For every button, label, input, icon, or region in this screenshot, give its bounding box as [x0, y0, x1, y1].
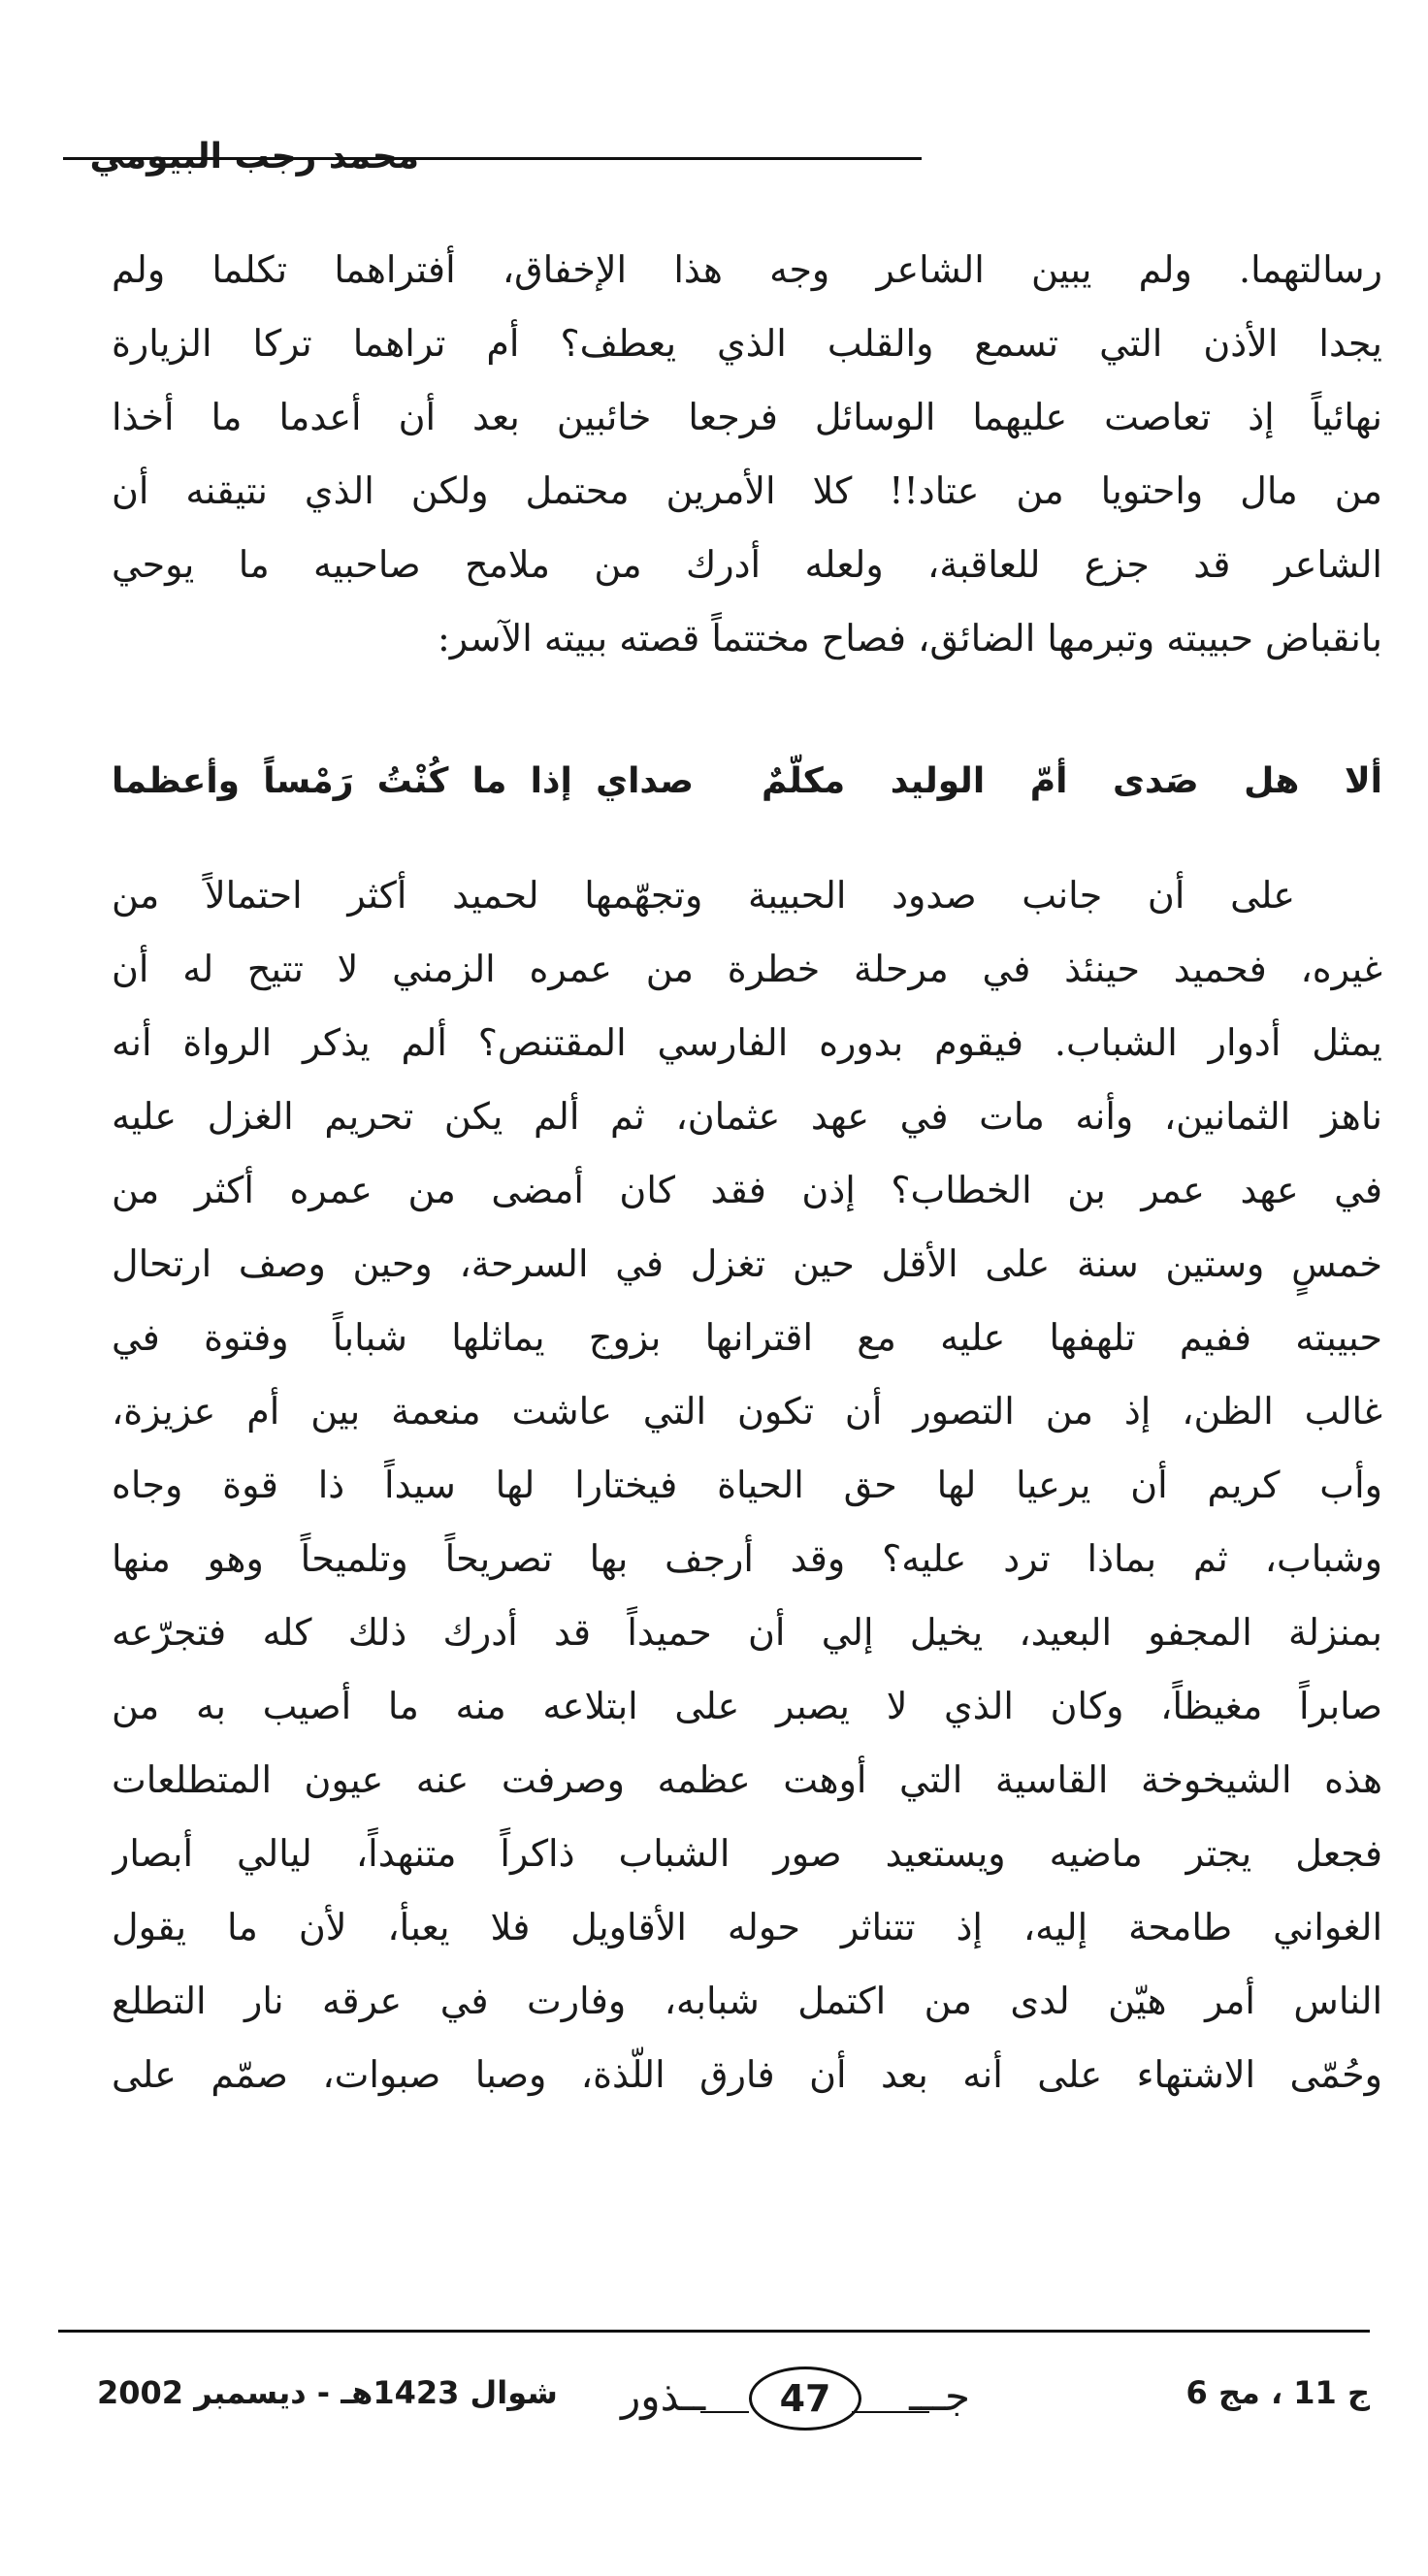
footer-issue: ج 11 ، مج 6 [1185, 2374, 1370, 2411]
text-line: وشباب، ثم بماذا ترد عليه؟ وقد أرجف بها تصريحاً وتلميحاً وهو منها [112, 1537, 1382, 1580]
text-line: يجدا الأذن التي تسمع والقلب الذي يعطف؟ أم تراهما تركا الزيارة [112, 322, 1382, 365]
page-number: 47 [779, 2377, 831, 2420]
text-line: من مال واحتويا من عتاد!! كلا الأمرين محتمل ولكن الذي نتيقنه أن [112, 469, 1382, 512]
text-line: الناس أمر هيّن لدى من اكتمل شبابه، وفارت في عرقه نار التطلع [112, 1980, 1382, 2022]
footer-date: شوال 1423هـ - ديسمبر 2002 [97, 2374, 558, 2411]
running-header [0, 128, 1428, 186]
page-footer [58, 2357, 1370, 2454]
text-line: يمثل أدوار الشباب. فيقوم بدوره الفارسي المقتنص؟ ألم يذكر الرواة أنه [112, 1021, 1382, 1064]
text-line: غيره، فحميد حينئذ في مرحلة خطرة من عمره الزمني لا تتيح له أن [112, 948, 1382, 990]
verse-second-hemistich: صداي إذا ما كُنْتُ رَمْساً وأعظما [112, 761, 694, 801]
journal-name-start: جـــ [909, 2372, 970, 2420]
text-line: خمسٍ وستين سنة على الأقل حين تغزل في السرحة، وحين وصف ارتحال [112, 1242, 1382, 1285]
text-line: هذه الشيخوخة القاسية التي أوهت عظمه وصرفت عنه عيون المتطلعات [112, 1758, 1382, 1801]
text-line: فجعل يجتر ماضيه ويستعيد صور الشباب ذاكراً متنهداً، ليالي أبصار [112, 1832, 1382, 1875]
journal-name-end: ــذور [621, 2372, 706, 2420]
text-line: نهائياً إذ تعاصت عليهما الوسائل فرجعا خائبين بعد أن أعدما ما أخذا [112, 396, 1382, 438]
paragraph-2 [112, 858, 1382, 2111]
text-line: حبيبته ففيم تلهفها عليه مع اقترانها بزوج يماثلها شباباً وفتوة في [112, 1316, 1382, 1359]
text-line: غالب الظن، إذ من التصور أن تكون التي عاشت منعمة بين أم عزيزة، [112, 1390, 1382, 1433]
page-number-oval [749, 2367, 861, 2431]
text-line: على أن جانب صدود الحبيبة وتجهّمها لحميد أكثر احتمالاً من [112, 874, 1295, 917]
text-line: في عهد عمر بن الخطاب؟ إذن فقد كان أمضى من عمره أكثر من [112, 1169, 1382, 1211]
text-line: ناهز الثمانين، وأنه مات في عهد عثمان، ثم ألم يكن تحريم الغزل عليه [112, 1095, 1382, 1138]
footer-rule [58, 2330, 1370, 2333]
text-line: بانقباض حبيبته وتبرمها الضائق، فصاح مختتماً قصته ببيته الآسر: [437, 617, 1382, 660]
text-line: صابراً مغيظاً، وكان الذي لا يصبر على ابتلاعه منه ما أصيب به من [112, 1685, 1382, 1727]
text-line: رسالتهما. ولم يبين الشاعر وجه هذا الإخفاق، أفتراهما تكلما ولم [112, 248, 1382, 291]
header-rule [63, 157, 922, 160]
header-author: محمد رجب البيومي [89, 137, 419, 177]
journal-logo [621, 2357, 970, 2454]
journal-connector [852, 2411, 929, 2413]
verse-first-hemistich: ألا هل صَدى أمّ الوليد مكلّمٌ [762, 761, 1382, 801]
text-line: الشاعر قد جزع للعاقبة، ولعله أدرك من ملامح صاحبيه ما يوحي [112, 543, 1382, 586]
text-line: وأب كريم أن يرعيا لها حق الحياة فيختارا لها سيداً ذا قوة وجاه [112, 1464, 1382, 1506]
text-line: الغواني طامحة إليه، إذ تتناثر حوله الأقاويل فلا يعبأ، لأن ما يقول [112, 1906, 1382, 1948]
text-line: وحُمّى الاشتهاء على أنه بعد أن فارق اللّذة، وصبا صبوات، صمّم على [112, 2053, 1382, 2096]
paragraph-1 [112, 233, 1382, 675]
journal-connector [700, 2411, 749, 2413]
text-line: بمنزلة المجفو البعيد، يخيل إلي أن حميداً قد أدرك ذلك كله فتجرّعه [112, 1611, 1382, 1654]
poetry-verse [112, 745, 1382, 819]
